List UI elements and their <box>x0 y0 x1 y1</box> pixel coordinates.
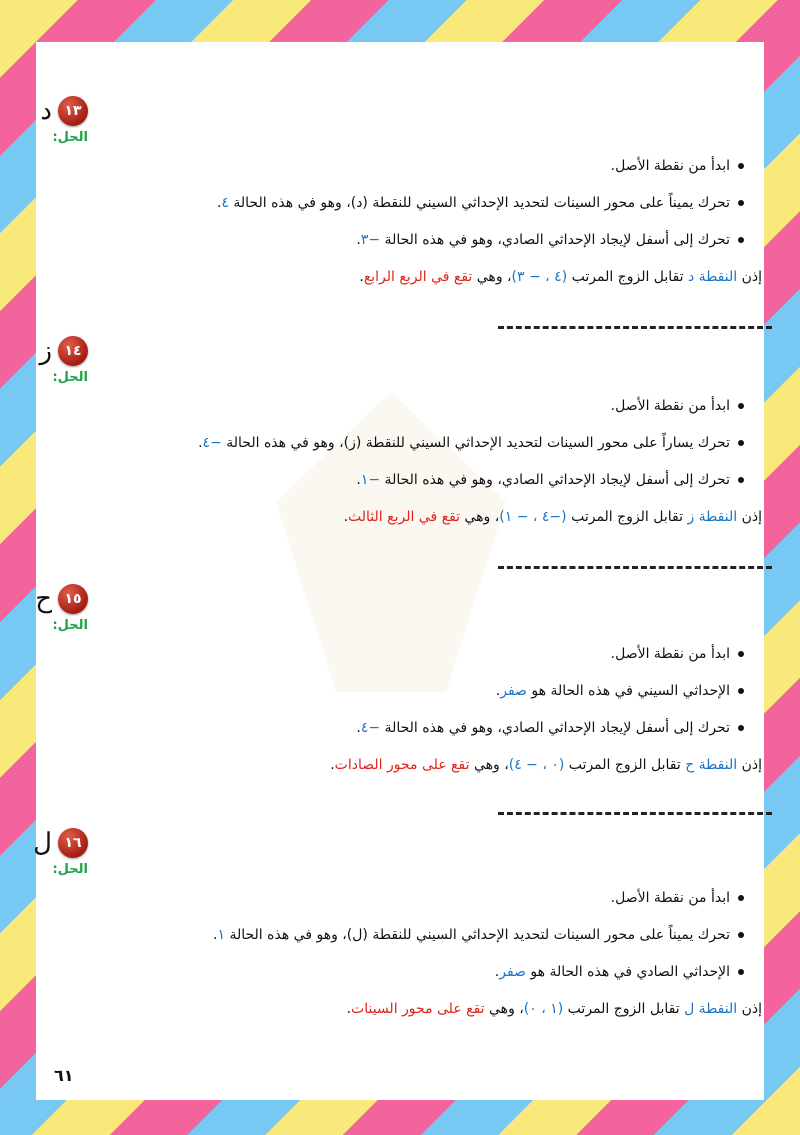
conclusion-part: إذن <box>737 269 762 285</box>
step-text: تحرك إلى أسفل لإيجاد الإحداثي الصادي، وهو في هذه الحالة <box>380 472 730 488</box>
conclusion <box>36 506 764 528</box>
conclusion-part: تقابل الزوج المرتب <box>564 757 686 773</box>
conclusion-point: النقطة د <box>688 269 738 285</box>
conclusion-part: تقابل الزوج المرتب <box>566 509 688 525</box>
step-text: تحرك يميناً على محور السينات لتحديد الإحداثي السيني للنقطة (د)، وهو في هذه الحالة <box>228 195 730 211</box>
page-number: ٦١ <box>54 1066 74 1085</box>
solution-label: الحل: <box>52 862 88 877</box>
conclusion-point: النقطة ل <box>684 1001 738 1017</box>
step-end: . <box>495 683 501 699</box>
step-end: . <box>494 964 500 980</box>
step-end: . <box>356 472 361 488</box>
conclusion-part: تقابل الزوج المرتب <box>567 269 688 285</box>
ordered-pair: (٠ ، − ٤) <box>508 757 565 773</box>
step-value: ٤ <box>221 195 229 211</box>
problem-16 <box>33 826 764 1020</box>
step-item <box>36 432 764 469</box>
step-end: . <box>356 720 361 736</box>
step-item <box>36 229 764 266</box>
ordered-pair: (−٤ ، − ١) <box>499 509 567 525</box>
step-item <box>36 717 764 754</box>
step-value: ١ <box>217 927 225 943</box>
conclusion-part: إذن <box>737 757 762 773</box>
problem-header <box>36 582 764 616</box>
quadrant-result: تقع على محور السينات <box>351 1001 485 1017</box>
problem-header <box>36 94 764 128</box>
conclusion-part: تقابل الزوج المرتب <box>563 1001 685 1017</box>
step-item <box>36 680 764 717</box>
quadrant-result: تقع في الربع الرابع <box>363 269 473 285</box>
dashed-divider <box>498 326 772 332</box>
conclusion-part: ، وهي <box>469 757 509 773</box>
problem-number-badge: ١٦ <box>58 828 88 858</box>
step-text: الإحداثي الصادي في هذه الحالة هو <box>525 964 730 980</box>
steps-list <box>36 395 764 506</box>
step-text: تحرك إلى أسفل لإيجاد الإحداثي الصادي، وهو في هذه الحالة <box>380 232 730 248</box>
conclusion-point: النقطة ز <box>687 509 738 525</box>
step-value: −٤ <box>202 435 222 451</box>
conclusion-part: ، وهي <box>484 1001 524 1017</box>
solutions-content <box>33 42 764 1100</box>
step-item <box>36 887 764 924</box>
point-letter: ز <box>39 336 52 366</box>
dashed-divider <box>498 566 772 572</box>
solution-label: الحل: <box>52 370 88 385</box>
step-end: . <box>198 435 203 451</box>
conclusion-part: إذن <box>737 509 762 525</box>
steps-list <box>36 155 764 266</box>
step-value: صفر <box>499 964 526 980</box>
step-end: . <box>356 232 361 248</box>
step-value: صفر <box>500 683 527 699</box>
conclusion-end: . <box>346 1001 352 1017</box>
solution-label: الحل: <box>52 130 88 145</box>
problem-number-badge: ١٥ <box>58 584 88 614</box>
point-letter: د <box>40 96 52 126</box>
step-item <box>36 192 764 229</box>
step-item <box>36 469 764 506</box>
conclusion <box>36 754 764 776</box>
problem-14 <box>36 334 764 528</box>
steps-list <box>36 643 764 754</box>
conclusion <box>36 998 764 1020</box>
problem-header <box>33 826 764 860</box>
step-end: . <box>213 927 218 943</box>
ordered-pair: (١ ، ٠) <box>523 1001 564 1017</box>
step-value: −٣ <box>360 232 381 248</box>
problem-13 <box>36 94 764 288</box>
step-item <box>36 643 764 680</box>
dashed-divider <box>498 812 772 818</box>
point-letter: ح <box>35 584 52 614</box>
step-text: ابدأ من نقطة الأصل. <box>610 398 730 414</box>
point-letter: ل <box>33 828 52 858</box>
problem-15 <box>36 582 764 776</box>
solution-label: الحل: <box>52 618 88 633</box>
step-text: تحرك يساراً على محور السينات لتحديد الإحداثي السيني للنقطة (ز)، وهو في هذه الحالة <box>221 435 730 451</box>
conclusion-point: النقطة ح <box>685 757 738 773</box>
step-text: ابدأ من نقطة الأصل. <box>610 890 730 906</box>
problem-number-badge: ١٣ <box>58 96 88 126</box>
problem-number-badge: ١٤ <box>58 336 88 366</box>
step-item <box>36 155 764 192</box>
conclusion-part: ، وهي <box>460 509 500 525</box>
step-text: تحرك إلى أسفل لإيجاد الإحداثي الصادي، وهو في هذه الحالة <box>380 720 730 736</box>
step-text: ابدأ من نقطة الأصل. <box>610 646 730 662</box>
step-item <box>36 961 764 998</box>
step-text: تحرك يميناً على محور السينات لتحديد الإحداثي السيني للنقطة (ل)، وهو في هذه الحالة <box>225 927 730 943</box>
ordered-pair: (٤ ، − ٣) <box>511 269 568 285</box>
step-text: ابدأ من نقطة الأصل. <box>610 158 730 174</box>
step-value: −٤ <box>360 720 381 736</box>
step-end: . <box>216 195 222 211</box>
conclusion-end: . <box>359 269 364 285</box>
page-sheet <box>33 42 764 1100</box>
conclusion-part: إذن <box>737 1001 762 1017</box>
quadrant-result: تقع على محور الصادات <box>334 757 470 773</box>
conclusion-end: . <box>330 757 335 773</box>
step-value: −١ <box>360 472 381 488</box>
conclusion <box>36 266 764 288</box>
conclusion-end: . <box>343 509 349 525</box>
quadrant-result: تقع في الربع الثالث <box>348 509 461 525</box>
step-item <box>36 924 764 961</box>
steps-list <box>36 887 764 998</box>
conclusion-part: ، وهي <box>472 269 512 285</box>
step-text: الإحداثي السيني في هذه الحالة هو <box>526 683 730 699</box>
problem-header <box>36 334 764 368</box>
step-item <box>36 395 764 432</box>
